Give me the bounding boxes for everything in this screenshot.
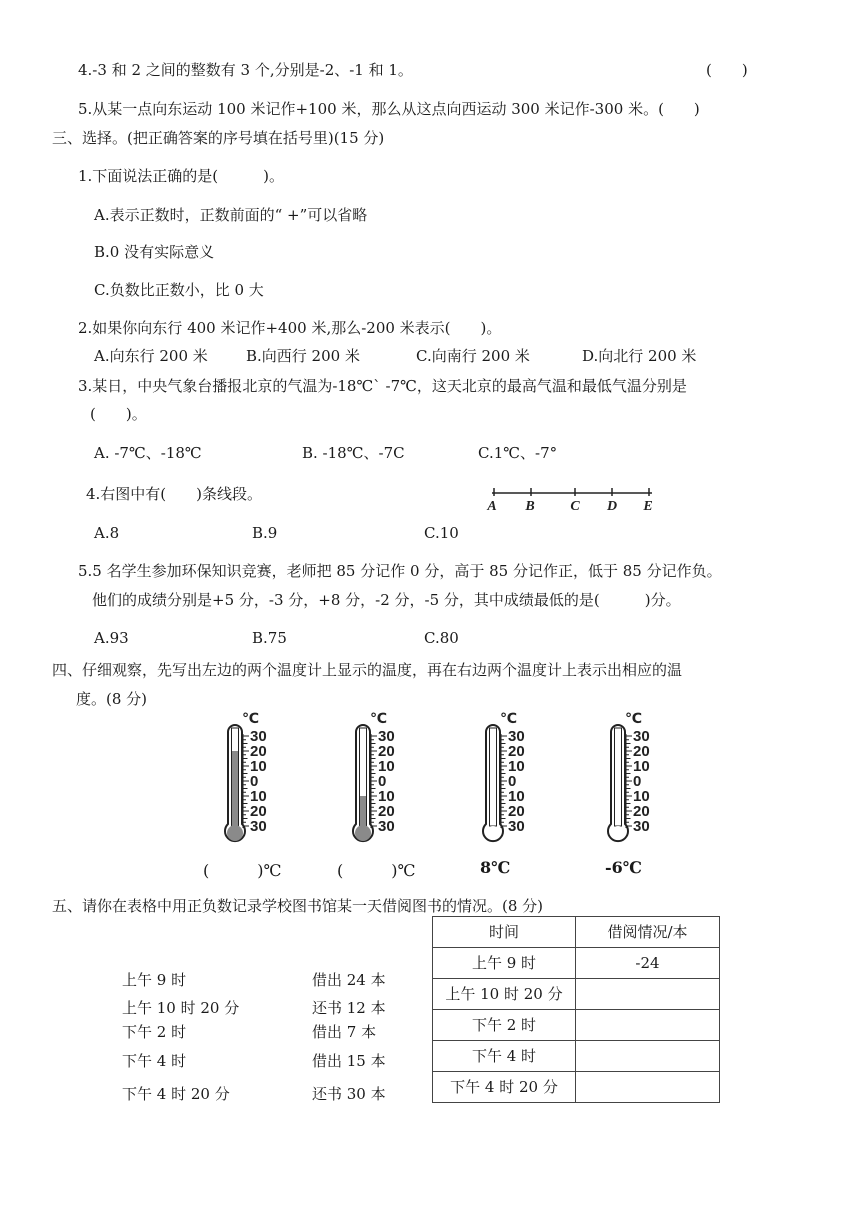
table-cell-time: 下午 4 时 20 分 bbox=[433, 1072, 576, 1103]
choice-q1-option-b[interactable]: B.0 没有实际意义 bbox=[94, 243, 215, 261]
choice-q3-option-a[interactable]: A. -7℃、-18℃ bbox=[94, 444, 202, 462]
thermometer-4[interactable] bbox=[603, 712, 673, 852]
scale-label: 30 bbox=[633, 818, 650, 835]
scale-label: 20 bbox=[378, 743, 395, 760]
choice-q3-stem-cont: ( )。 bbox=[90, 405, 147, 423]
table-row bbox=[433, 948, 720, 979]
mercury-bulb bbox=[227, 825, 243, 841]
table-cell-value[interactable] bbox=[576, 1010, 720, 1041]
point-label-b: B bbox=[525, 499, 535, 514]
choice-q4-option-c[interactable]: C.10 bbox=[424, 524, 459, 542]
scale-label: 30 bbox=[250, 818, 267, 835]
scale-label: 10 bbox=[250, 788, 267, 805]
scale-label: 30 bbox=[508, 818, 525, 835]
judge-answer-paren-4[interactable]: ( ) bbox=[706, 61, 748, 79]
choice-q1-option-a[interactable]: A.表示正数时，正数前面的“ +”可以省略 bbox=[94, 206, 368, 224]
mercury-bulb bbox=[355, 825, 371, 841]
thermometer-channel bbox=[490, 728, 497, 826]
unit-label: ℃ bbox=[370, 712, 387, 727]
point-label-a: A bbox=[487, 499, 497, 514]
record-event-4: 借出 15 本 bbox=[312, 1052, 386, 1070]
table-row bbox=[433, 979, 720, 1010]
unit-label: ℃ bbox=[500, 712, 517, 727]
choice-q2-stem: 2.如果你向东行 400 米记作+400 米,那么-200 米表示( )。 bbox=[78, 319, 502, 337]
choice-q2-option-c[interactable]: C.向南行 200 米 bbox=[416, 347, 530, 365]
point-label-c: C bbox=[570, 499, 580, 514]
scale-label: 20 bbox=[508, 743, 525, 760]
point-label-d: D bbox=[606, 499, 618, 514]
record-event-1: 借出 24 本 bbox=[312, 971, 386, 989]
record-event-5: 还书 30 本 bbox=[312, 1085, 386, 1103]
unit-label: ℃ bbox=[242, 712, 259, 727]
thermometer-1 bbox=[220, 712, 290, 852]
choice-q1-stem: 1.下面说法正确的是( )。 bbox=[78, 167, 285, 185]
table-cell-value[interactable] bbox=[576, 1072, 720, 1103]
thermometer-3-caption: 8℃ bbox=[480, 858, 511, 877]
unit-label: ℃ bbox=[625, 712, 642, 727]
scale-label: 20 bbox=[508, 803, 525, 820]
scale-label: 30 bbox=[250, 728, 267, 745]
section-4-title-cont: 度。(8 分) bbox=[76, 690, 148, 708]
record-time-4: 下午 4 时 bbox=[122, 1052, 187, 1070]
scale-label: 10 bbox=[633, 758, 650, 775]
table-row bbox=[433, 1072, 720, 1103]
choice-q3-option-b[interactable]: B. -18℃、-7C bbox=[302, 444, 405, 462]
table-row bbox=[433, 1010, 720, 1041]
choice-q3-option-c[interactable]: C.1℃、-7° bbox=[478, 444, 558, 462]
choice-q2-option-d[interactable]: D.向北行 200 米 bbox=[582, 347, 697, 365]
table-cell-time: 下午 2 时 bbox=[433, 1010, 576, 1041]
mercury-column bbox=[232, 751, 238, 832]
library-table bbox=[432, 916, 720, 1103]
table-cell-time: 上午 9 时 bbox=[433, 948, 576, 979]
scale-label: 10 bbox=[378, 788, 395, 805]
scale-label: 20 bbox=[633, 743, 650, 760]
scale-label: 10 bbox=[250, 758, 267, 775]
choice-q4-option-b[interactable]: B.9 bbox=[252, 524, 278, 542]
choice-q5-stem: 5.5 名学生参加环保知识竞赛，老师把 85 分记作 0 分，高于 85 分记作正，低于 85 分记作负。 bbox=[78, 562, 722, 580]
scale-label: 20 bbox=[378, 803, 395, 820]
scale-label: 30 bbox=[633, 728, 650, 745]
choice-q5-option-c[interactable]: C.80 bbox=[424, 629, 459, 647]
point-label-e: E bbox=[643, 499, 653, 514]
line-segment-figure bbox=[482, 484, 662, 516]
scale-label: 20 bbox=[250, 743, 267, 760]
scale-label: 10 bbox=[633, 788, 650, 805]
scale-label: 30 bbox=[378, 728, 395, 745]
choice-q5-stem-cont: 他们的成绩分别是+5 分，-3 分，+8 分，-2 分，-5 分，其中成绩最低的是( )分。 bbox=[92, 591, 681, 609]
thermometer-channel bbox=[615, 728, 622, 826]
choice-q2-option-b[interactable]: B.向西行 200 米 bbox=[246, 347, 360, 365]
scale-label: 10 bbox=[378, 758, 395, 775]
scale-label: 10 bbox=[508, 758, 525, 775]
choice-q4-option-a[interactable]: A.8 bbox=[94, 524, 120, 542]
table-row bbox=[433, 1041, 720, 1072]
judge-item-4: 4.-3 和 2 之间的整数有 3 个,分别是-2、-1 和 1。 bbox=[78, 61, 413, 79]
table-header-time: 时间 bbox=[433, 917, 576, 948]
thermometer-4-caption: -6℃ bbox=[605, 858, 642, 877]
scale-label: 20 bbox=[250, 803, 267, 820]
thermometer-3[interactable] bbox=[478, 712, 548, 852]
scale-label: 20 bbox=[633, 803, 650, 820]
table-cell-value[interactable] bbox=[576, 979, 720, 1010]
table-cell-value[interactable]: -24 bbox=[576, 948, 720, 979]
record-time-3: 下午 2 时 bbox=[122, 1023, 187, 1041]
record-time-1: 上午 9 时 bbox=[122, 971, 187, 989]
choice-q3-stem: 3.某日，中央气象台播报北京的气温为-18℃ˋ -7℃，这天北京的最高气温和最低气温分别是 bbox=[78, 377, 687, 395]
choice-q5-option-a[interactable]: A.93 bbox=[94, 629, 129, 647]
empty-bulb bbox=[611, 826, 625, 840]
scale-label: 30 bbox=[508, 728, 525, 745]
thermometer-2-caption[interactable]: ( )℃ bbox=[337, 861, 416, 880]
section-3-title: 三、选择。(把正确答案的序号填在括号里)(15 分) bbox=[52, 129, 385, 147]
choice-q5-option-b[interactable]: B.75 bbox=[252, 629, 287, 647]
table-cell-time: 上午 10 时 20 分 bbox=[433, 979, 576, 1010]
record-time-2: 上午 10 时 20 分 bbox=[122, 999, 240, 1017]
scale-label: 10 bbox=[508, 788, 525, 805]
table-header-value: 借阅情况/本 bbox=[576, 917, 720, 948]
thermometer-1-caption[interactable]: ( )℃ bbox=[203, 861, 282, 880]
choice-q2-option-a[interactable]: A.向东行 200 米 bbox=[94, 347, 208, 365]
record-event-3: 借出 7 本 bbox=[312, 1023, 377, 1041]
section-4-title: 四、仔细观察，先写出左边的两个温度计上显示的温度，再在右边两个温度计上表示出相应的温 bbox=[52, 661, 683, 679]
scale-label: 0 bbox=[508, 773, 517, 790]
empty-bulb bbox=[486, 826, 500, 840]
scale-label: 30 bbox=[378, 818, 395, 835]
table-header-row bbox=[433, 917, 720, 948]
table-cell-time: 下午 4 时 bbox=[433, 1041, 576, 1072]
section-5-title: 五、请你在表格中用正负数记录学校图书馆某一天借阅图书的情况。(8 分) bbox=[52, 897, 544, 915]
choice-q4-stem: 4.右图中有( )条线段。 bbox=[86, 485, 263, 503]
scale-label: 0 bbox=[250, 773, 259, 790]
table-cell-value[interactable] bbox=[576, 1041, 720, 1072]
record-time-5: 下午 4 时 20 分 bbox=[122, 1085, 230, 1103]
thermometer-2 bbox=[348, 712, 418, 852]
scale-label: 0 bbox=[378, 773, 387, 790]
scale-label: 0 bbox=[633, 773, 642, 790]
choice-q1-option-c[interactable]: C.负数比正数小，比 0 大 bbox=[94, 281, 264, 299]
judge-item-5: 5.从某一点向东运动 100 米记作+100 米，那么从这点向西运动 300 米记作-300 米。( ) bbox=[78, 100, 700, 118]
record-event-2: 还书 12 本 bbox=[312, 999, 386, 1017]
